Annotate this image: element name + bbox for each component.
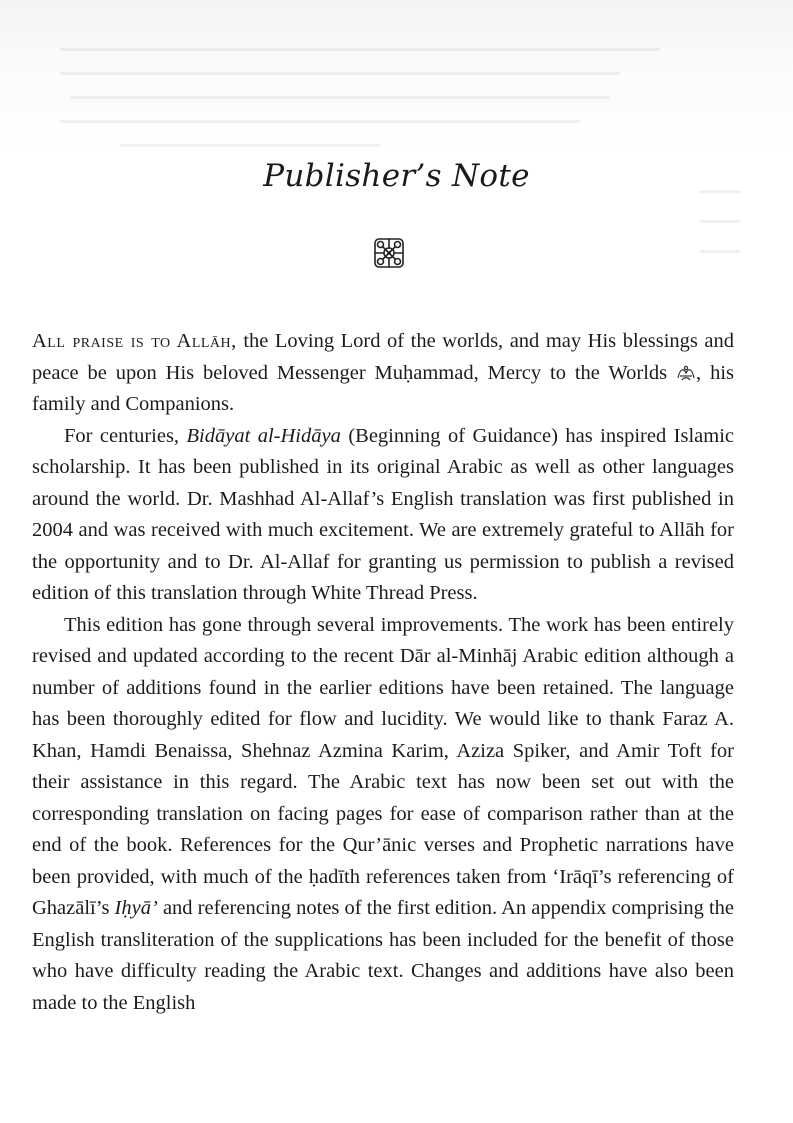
page-title: Publisher’s Note [263,158,530,194]
paragraph-text: For centuries, [64,424,187,447]
paragraph-1 [32,326,734,421]
floral-ornament-icon [372,236,406,270]
salutation-glyph-icon [676,364,696,382]
paragraph-text: the Loving Lord of the worlds, and may His blessings and peace be upon His beloved Messenger Muḥammad, Mercy to the Worlds [32,330,734,384]
book-title-italic: Bidāyat al-Hidāya [186,424,341,447]
paragraph-text: (Beginning of Guidance) has inspired Islamic scholarship. It has been published in its original Arabic as well as other languages around the world. Dr. Mashhad Al-Allaf’s English translation was first published in 2004 and was received with much excitement. We are extremely grateful to Allāh for the opportunity and to Dr. Al-Allaf for granting us permission to publish a revised edition of this translation through White Thread Press. [32,424,734,604]
lead-in-small-caps: All praise is to Allāh, [32,330,237,352]
paragraph-text: This edition has gone through several improvements. The work has been entirely revised and updated according to the recent Dār al-Minhāj Arabic edition although a number of additions found in the earlier editions have been retained. The language has been thoroughly edited for flow and lucidity. We would like to thank Faraz A. Khan, Hamdi Benaissa, Shehnaz Azmina Karim, Aziza Spiker, and Amir Toft for their assistance in this regard. The Arabic text has now been set out with the corresponding translation on facing pages for ease of comparison rather than at the end of the book. References for the Qur’ānic verses and Prophetic narrations have been provided, with much of the ḥadīth references taken from ‘Irāqī’s referencing of Ghazālī’s [32,613,734,919]
paragraph-text: and referencing notes of the first edition. An appendix comprising the English transliteration of the supplications has been included for the benefit of those who have difficulty reading the Arabic text. Changes and additions have also been made to the English [32,897,734,1014]
paragraph-3 [32,610,734,1020]
paragraph-2 [32,421,734,610]
body-text [32,326,734,1019]
book-title-italic: Iḥyā’ [114,897,158,919]
paragraph-text: , his family and Companions. [32,361,734,415]
